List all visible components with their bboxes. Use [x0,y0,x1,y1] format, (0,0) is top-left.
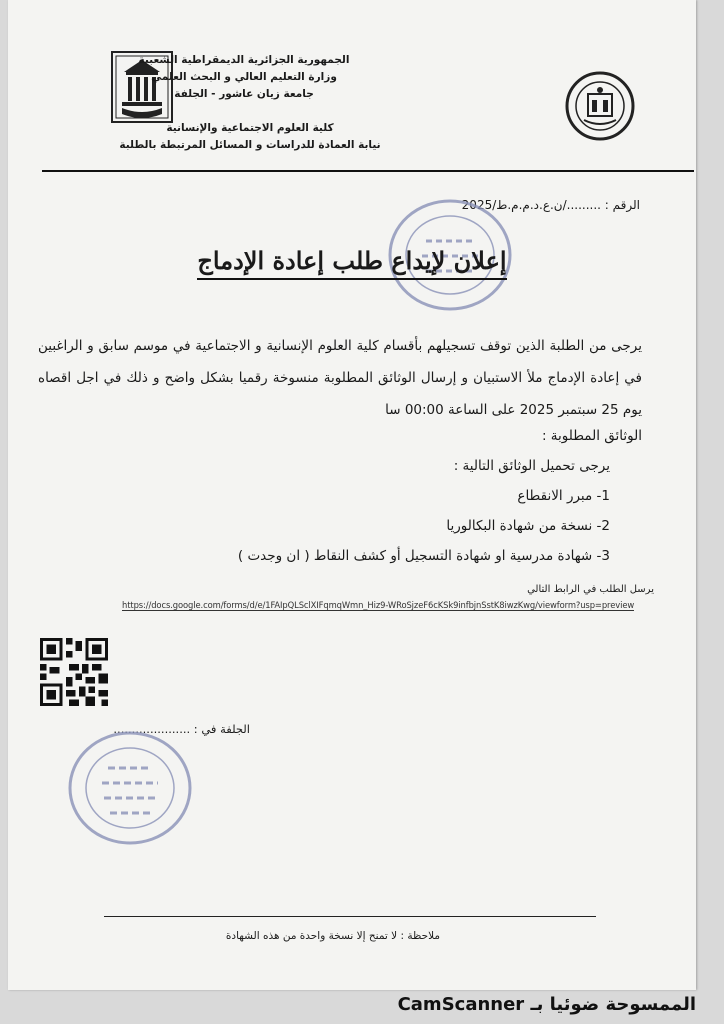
place-date: الجلفة في : ..................... [113,722,250,736]
announcement-paragraph: يرجى من الطلبة الذين توقف تسجيلهم بأقسام كلية العلوم الإنسانية و الاجتماعية في موسم سابق و الراغبين في إعادة الإدماج ملأ الاستبيان و إرسال الوثائق المطلوبة منسوخة رقميا بشكل واضح و ذلك في اجل اقصاه يوم 25 سبتمبر 2025 على الساعة 00:00 سا [38,338,642,418]
reference-number: الرقم : ........./ن.ع.د.م.م.ط/2025 [461,198,640,212]
announcement-title-text: إعلان لإيداع طلب إعادة الإدماج [197,246,506,280]
download-instruction: يرجى تحميل الوثائق التالية : [453,458,610,474]
faculty-name: كلية العلوم الاجتماعية والإنسانية [166,122,334,134]
deanery-stamp-icon [66,728,194,848]
document-item-1: 1- مبرر الانقطاع [517,488,610,504]
footer-divider [104,916,596,917]
header-divider [42,170,694,172]
republic-name: الجمهورية الجزائرية الديمقراطية الشعبية [138,54,350,66]
header-block [94,52,394,103]
scanner-watermark: الممسوحة ضوئيا بـ CamScanner [397,994,696,1015]
document-page [8,0,696,990]
deanery-name: نيابة العمادة للدراسات و المسائل المرتبطة بالطلبة [119,139,381,151]
document-item-3: 3- شهادة مدرسية او شهادة التسجيل أو كشف النقاط ( ان وجدت ) [237,548,610,564]
documents-heading: الوثائق المطلوبة : [541,428,642,444]
form-link[interactable]: https://docs.google.com/forms/d/e/1FAIpQLSclXIFqmqWmn_Hiz9-WRoSjzeF6cKSk9infbjnSstK8iwzKwg/viewform?usp=preview [122,600,635,610]
faculty-logo-icon [564,70,636,142]
document-item-2: 2- نسخة من شهادة البكالوريا [446,518,610,534]
send-label: يرسل الطلب في الرابط التالي [527,584,654,595]
university-name: جامعة زيان عاشور - الجلفة [174,88,314,100]
qr-code-icon[interactable] [40,638,108,706]
announcement-title [8,246,696,275]
ministry-name: وزارة التعليم العالي و البحث العلمي [151,71,337,83]
footer-note: ملاحظة : لا تمنح إلا نسخة واحدة من هذه الشهادة [225,930,440,942]
faculty-block [100,120,400,154]
